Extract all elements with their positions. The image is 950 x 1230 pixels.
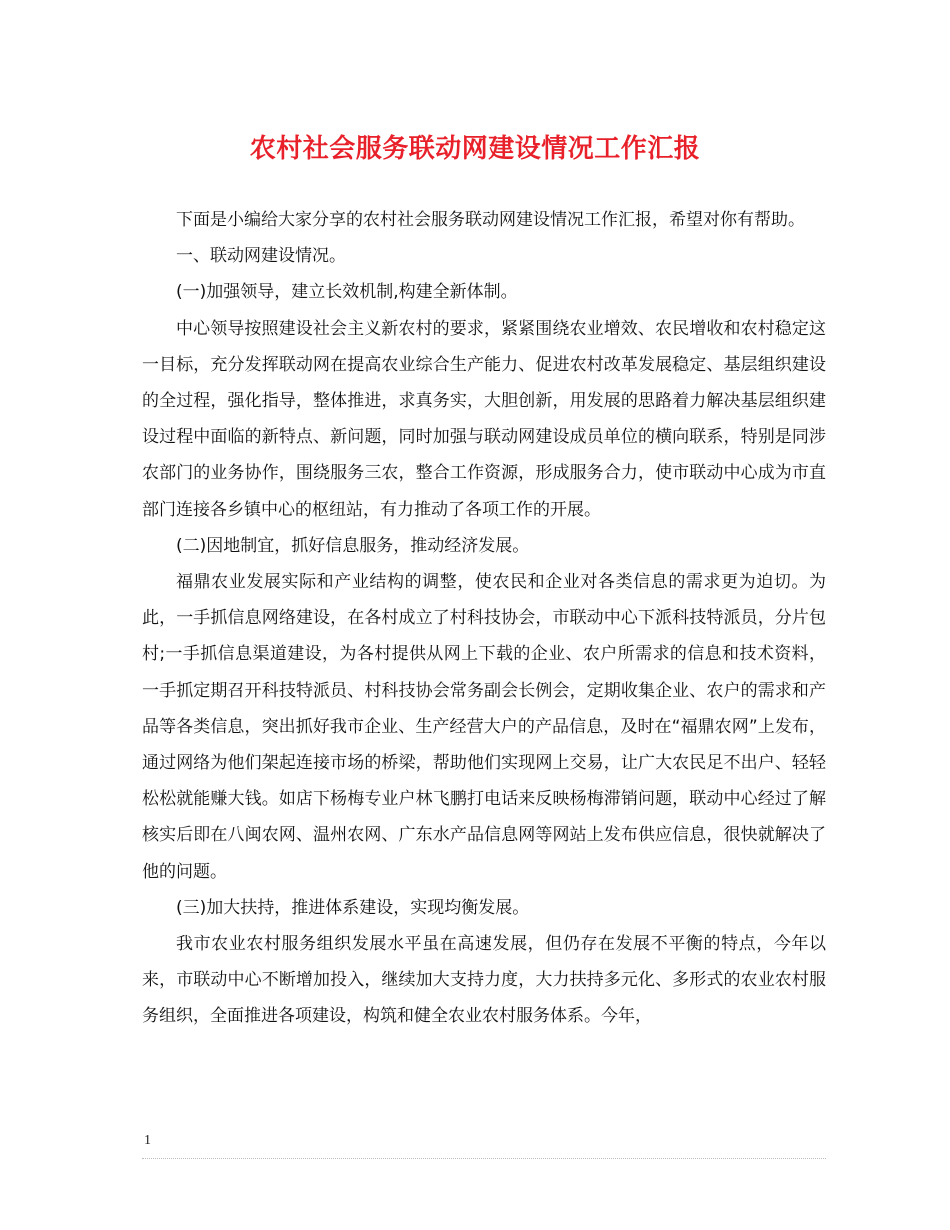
subsection-heading-2: (二)因地制宜，抓好信息服务，推动经济发展。	[176, 535, 530, 556]
section-heading-1: 一、联动网建设情况。	[176, 246, 346, 267]
subsection-heading-1: (一)加强领导，建立长效机制,构建全新体制。	[176, 282, 518, 303]
footer-divider	[142, 1158, 826, 1159]
page-number: 1	[144, 1133, 151, 1148]
document-title: 农村社会服务联动网建设情况工作汇报	[249, 134, 701, 164]
document-body	[142, 202, 826, 1035]
paragraph-body-2: 福鼎农业发展实际和产业结构的调整，使农民和企业对各类信息的需求更为迫切。为此，一手抓信息网络建设，在各村成立了村科技协会，市联动中心下派科技特派员，分片包村;一手抓信息渠道建设，为各村提供从网上下载的企业、农户所需求的信息和技术资料， 一手抓定期召开科技特派员、村科技协会常务副会长例会，定期收集企业、农户的需求和产品等各类信息，突出抓好我市企业、生产经营大户的产品信息，及时在“福鼎农网”上发布，通过网络为他们架起连接市场的桥梁，帮助他们实现网上交易，让广大农民足不出户、轻轻松松就能赚大钱。如店下杨梅专业户林飞鹏打电话来反映杨梅滞销问题，联动中心经过了解核实后即在八闽农网、温州农网、广东水产品信息网等网站上发布供应信息，很快就解决了他的问题。	[142, 572, 826, 882]
subsection-heading-3: (三)加大扶持，推进体系建设，实现均衡发展。	[176, 897, 530, 918]
paragraph-body-1: 中心领导按照建设社会主义新农村的要求，紧紧围绕农业增效、农民增收和农村稳定这一目标，充分发挥联动网在提高农业综合生产能力、促进农村改革发展稳定、基层组织建设的全过程，强化指导，整体推进，求真务实，大胆创新，用发展的思路着力解决基层组织建设过程中面临的新特点、新问题，同时加强与联动网建设成员单位的横向联系，特别是同涉农部门的业务协作，围绕服务三农，整合工作资源，形成服务合力，使市联动中心成为市直部门连接各乡镇中心的枢纽站，有力推动了各项工作的开展。	[142, 318, 826, 520]
paragraph-intro: 下面是小编给大家分享的农村社会服务联动网建设情况工作汇报，希望对你有帮助。	[176, 210, 805, 230]
paragraph-body-3: 我市农业农村服务组织发展水平虽在高速发展，但仍存在发展不平衡的特点，今年以来，市联动中心不断增加投入，继续加大支持力度，大力扶持多元化、多形式的农业农村服务组织，全面推进各项建设，构筑和健全农业农村服务体系。今年，	[142, 934, 826, 1027]
